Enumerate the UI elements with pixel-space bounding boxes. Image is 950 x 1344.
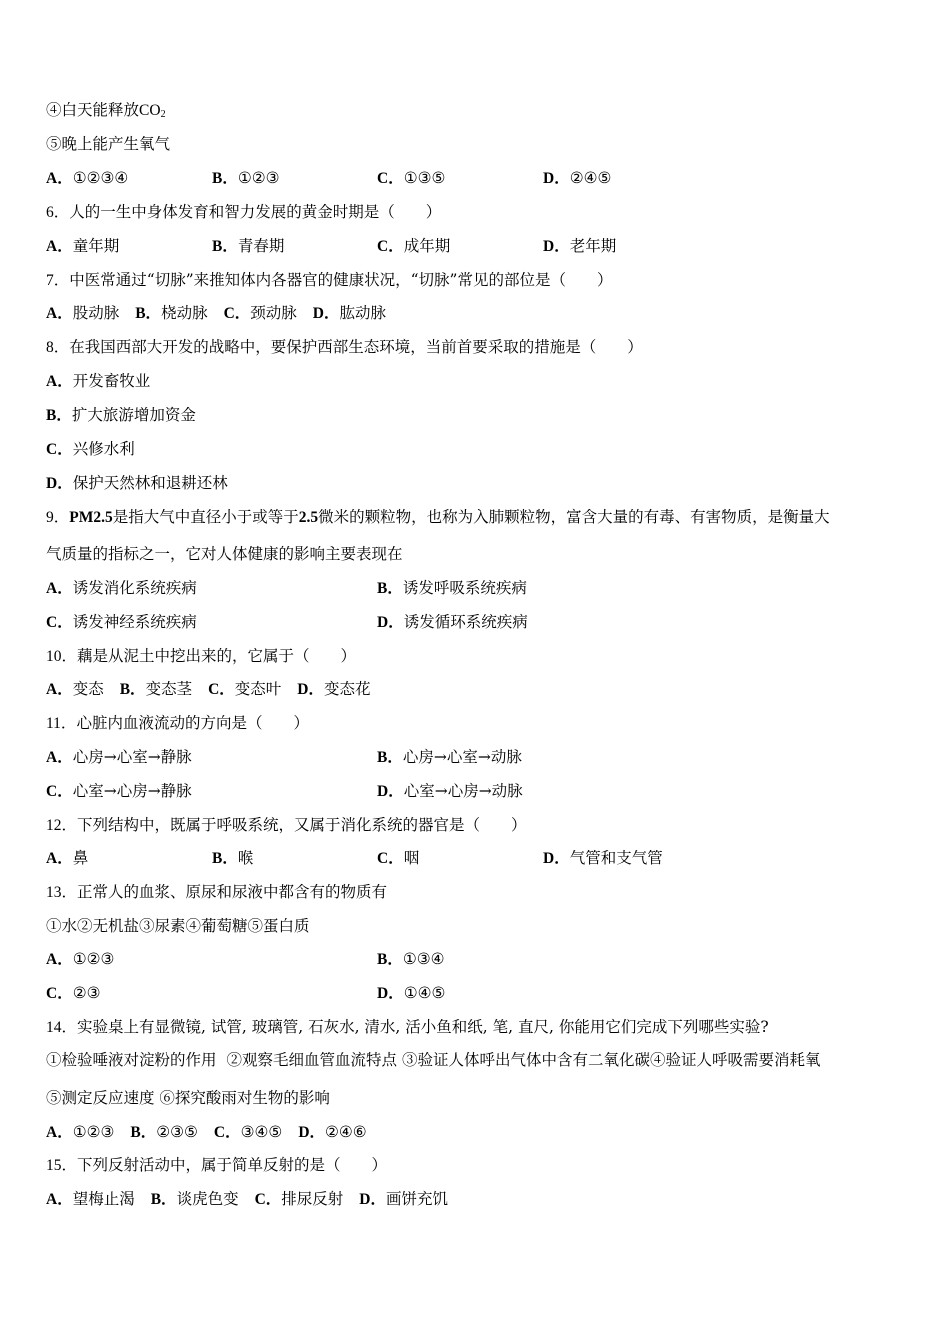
q6-option-b: B．青春期 [212, 237, 285, 255]
q14-option-d: ②④⑥ [325, 1123, 367, 1141]
question-10: 10．藕是从泥土中挖出来的，它属于（ ） [46, 647, 357, 665]
q14-option-a: ①②③ [72, 1123, 115, 1141]
q7-option-d: 肱动脉 [339, 304, 387, 322]
q5-option-d: D．②④⑤ [543, 169, 612, 187]
q15-option-d: 画饼充饥 [386, 1190, 449, 1208]
question-12: 12．下列结构中，既属于呼吸系统，又属于消化系统的器官是（ ） [46, 816, 527, 834]
q15-option-a: 望梅止渴 [72, 1190, 135, 1208]
question-9: 9．PM2.5是指大气中直径小于或等于2.5微米的颗粒物，也称为入肺颗粒物，富含大量的有毒、有害物质，是衡量大 [46, 508, 830, 526]
q13-items: ①水②无机盐③尿素④葡萄糖⑤蛋白质 [46, 917, 310, 935]
question-13: 13．正常人的血浆、原尿和尿液中都含有的物质有 [46, 883, 388, 901]
q14-items-1: ①检验唾液对淀粉的作用 ②观察毛细血管血流特点 ③验证人体呼出气体中含有二氧化碳④验证人呼吸需要消耗氧 [46, 1051, 821, 1069]
q11-option-c: C．心室→心房→静脉 [46, 782, 192, 800]
q7-options: A．股动脉 B．桡动脉 C．颈动脉 D．肱动脉 [46, 304, 387, 322]
q6-option-d: D．老年期 [543, 237, 617, 255]
q9-option-c: C．诱发神经系统疾病 [46, 613, 197, 631]
q7-option-a: 股动脉 [72, 304, 120, 322]
question-7: 7．中医常通过“切脉”来推知体内各器官的健康状况，“切脉”常见的部位是（ ） [46, 271, 613, 289]
q15-options: A．望梅止渴 B．谈虎色变 C．排尿反射 D．画饼充饥 [46, 1190, 449, 1208]
question-15: 15．下列反射活动中，属于简单反射的是（ ） [46, 1156, 388, 1174]
q14-option-b: ②③⑤ [156, 1123, 198, 1141]
q15-option-c: 排尿反射 [281, 1190, 344, 1208]
q13-option-d: D．①④⑤ [377, 984, 446, 1002]
q12-option-a: A．鼻 [46, 849, 89, 867]
statement-text: 白天能释放 [61, 101, 140, 119]
q12-option-b: B．喉 [212, 849, 254, 867]
q8-option-d: D．保护天然林和退耕还林 [46, 474, 228, 492]
q5-option-a: A．①②③④ [46, 169, 129, 187]
chem-formula: CO [139, 102, 161, 119]
q5-option-b: B．①②③ [212, 169, 280, 187]
q7-option-c: 颈动脉 [250, 304, 297, 322]
question-6: 6．人的一生中身体发育和智力发展的黄金时期是（ ） [46, 203, 442, 221]
q9-option-d: D．诱发循环系统疾病 [377, 613, 528, 631]
q6-option-a: A．童年期 [46, 237, 120, 255]
q12-option-d: D．气管和支气管 [543, 849, 663, 867]
q15-option-b: 谈虎色变 [176, 1190, 239, 1208]
q9-option-b: B．诱发呼吸系统疾病 [377, 579, 527, 597]
statement-4 [46, 100, 166, 125]
q14-options: A．①②③ B．②③⑤ C．③④⑤ D．②④⑥ [46, 1123, 367, 1141]
q13-option-a: A．①②③ [46, 950, 115, 968]
statement-5: ⑤晚上能产生氧气 [46, 135, 171, 153]
q5-option-c: C．①③⑤ [377, 169, 446, 187]
q10-option-c: 变态叶 [234, 680, 282, 698]
q8-option-a: A．开发畜牧业 [46, 372, 151, 390]
circled-number: ④ [46, 101, 62, 119]
q14-items-2: ⑤测定反应速度 ⑥探究酸雨对生物的影响 [46, 1089, 330, 1107]
q8-option-c: C．兴修水利 [46, 440, 135, 458]
q7-option-b: 桡动脉 [161, 304, 208, 322]
q11-option-a: A．心房→心室→静脉 [46, 748, 192, 766]
q13-option-c: C．②③ [46, 984, 101, 1002]
q10-option-a: 变态 [72, 680, 104, 698]
q10-options: A．变态 B．变态茎 C．变态叶 D．变态花 [46, 680, 371, 698]
q13-option-b: B．①③④ [377, 950, 445, 968]
q11-option-b: B．心房→心室→动脉 [377, 748, 522, 766]
q11-option-d: D．心室→心房→动脉 [377, 782, 523, 800]
q9-option-a: A．诱发消化系统疾病 [46, 579, 197, 597]
q10-option-d: 变态花 [324, 680, 371, 698]
question-8: 8．在我国西部大开发的战略中，要保护西部生态环境，当前首要采取的措施是（ ） [46, 338, 643, 356]
question-11: 11．心脏内血液流动的方向是（ ） [46, 714, 309, 732]
q8-option-b: B．扩大旅游增加资金 [46, 406, 196, 424]
question-14: 14．实验桌上有显微镜, 试管, 玻璃管, 石灰水, 清水, 活小鱼和纸, 笔, 直尺, 你能用它们完成下列哪些实验? [46, 1018, 769, 1036]
q14-option-c: ③④⑤ [240, 1123, 283, 1141]
chem-subscript: 2 [160, 109, 166, 120]
question-9-cont: 气质量的指标之一，它对人体健康的影响主要表现在 [46, 545, 403, 563]
q6-option-c: C．成年期 [377, 237, 451, 255]
q10-option-b: 变态茎 [145, 680, 193, 698]
q12-option-c: C．咽 [377, 849, 420, 867]
